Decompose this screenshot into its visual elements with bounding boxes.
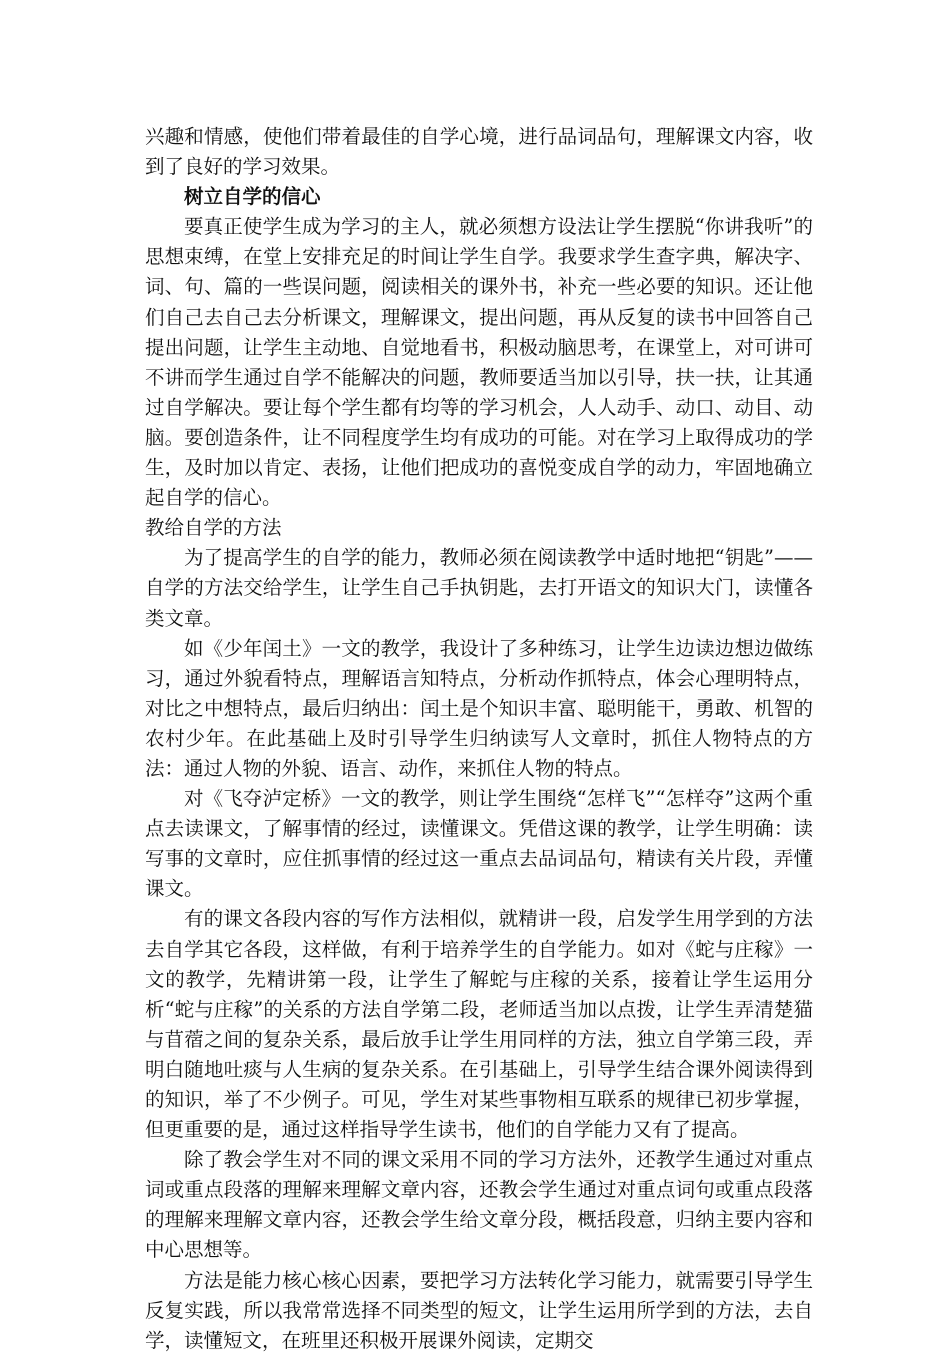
section-heading-confidence: 树立自学的信心 — [184, 185, 321, 209]
paragraph-example-snake: 有的课文各段内容的写作方法相似，就精讲一段，启发学生用学到的方法去自学其它各段，这样做，有利于培养学生的自学能力。如对《蛇与庄稼》一文的教学，先精讲第一段，让学生了解蛇与庄稼的关系，接着让学生运用分析“蛇与庄稼”的关系的方法自学第二段，老师适当加以点拨，让学生弄清楚猫与苜蓿之间的复杂关系，最后放手让学生用同样的方法，独立自学第三段，弄明白随地吐痰与人生病的复杂关系。在引基础上，引导学生结合课外阅读得到的知识，举了不少例子。可见，学生对某些事物相互联系的规律已初步掌握，但更重要的是，通过这样指导学生读书，他们的自学能力又有了提高。 — [145, 907, 813, 1142]
paragraph-intro-continuation: 兴趣和情感，使他们带着最佳的自学心境，进行品词品句，理解课文内容，收到了良好的学习效果。 — [145, 125, 813, 179]
paragraph-example-runtu: 如《少年闰土》一文的教学，我设计了多种练习，让学生边读边想边做练习，通过外貌看特点，理解语言知特点，分析动作抓特点，体会心理明特点，对比之中想特点，最后归纳出：闰土是个知识丰富、聪明能干，勇敢、机智的农村少年。在此基础上及时引导学生归纳读写人文章时，抓住人物特点的方法：通过人物的外貌、语言、动作，来抓住人物的特点。 — [145, 636, 813, 780]
paragraph-confidence: 要真正使学生成为学习的主人，就必须想方设法让学生摆脱“你讲我听”的思想束缚，在堂上安排充足的时间让学生自学。我要求学生查字典，解决字、词、句、篇的一些误问题，阅读相关的课外书，补充一些必要的知识。还让他们自己去自己去分析课文，理解课文，提出问题，再从反复的读书中回答自己提出问题，让学生主动地、自觉地看书，积极动脑思考，在课堂上，对可讲可不讲而学生通过自学不能解决的问题，教师要适当加以引导，扶一扶，让其通过自学解决。要让每个学生都有均等的学习机会，人人动手、动口、动目、动脑。要创造条件，让不同程度学生均有成功的可能。对在学习上取得成功的学生，及时加以肯定、表扬，让他们把成功的喜悦变成自学的动力，牢固地确立起自学的信心。 — [145, 215, 813, 510]
paragraph-key-words: 除了教会学生对不同的课文采用不同的学习方法外，还教学生通过对重点词或重点段落的理解来理解文章内容，还教会学生通过对重点词句或重点段落的理解来理解文章内容，还教会学生给文章分段，概括段意，归纳主要内容和中心思想等。 — [145, 1148, 813, 1262]
paragraph-practice: 方法是能力核心核心因素，要把学习方法转化学习能力，就需要引导学生反复实践，所以我常常选择不同类型的短文，让学生运用所学到的方法，去自学，读懂短文，在班里还积极开展课外阅读，定期交 — [145, 1268, 813, 1352]
document-page — [145, 122, 813, 1356]
paragraph-method-key: 为了提高学生的自学的能力，教师必须在阅读教学中适时地把“钥匙”——自学的方法交给学生，让学生自己手执钥匙，去打开语文的知识大门，读懂各类文章。 — [145, 546, 813, 630]
section-heading-method: 教给自学的方法 — [145, 516, 282, 540]
paragraph-example-luding: 对《飞夺泸定桥》一文的教学，则让学生围绕“怎样飞”“怎样夺”这两个重点去读课文，了解事情的经过，读懂课文。凭借这课的教学，让学生明确：读写事的文章时，应住抓事情的经过这一重点去品词品句，精读有关片段，弄懂课文。 — [145, 787, 813, 901]
